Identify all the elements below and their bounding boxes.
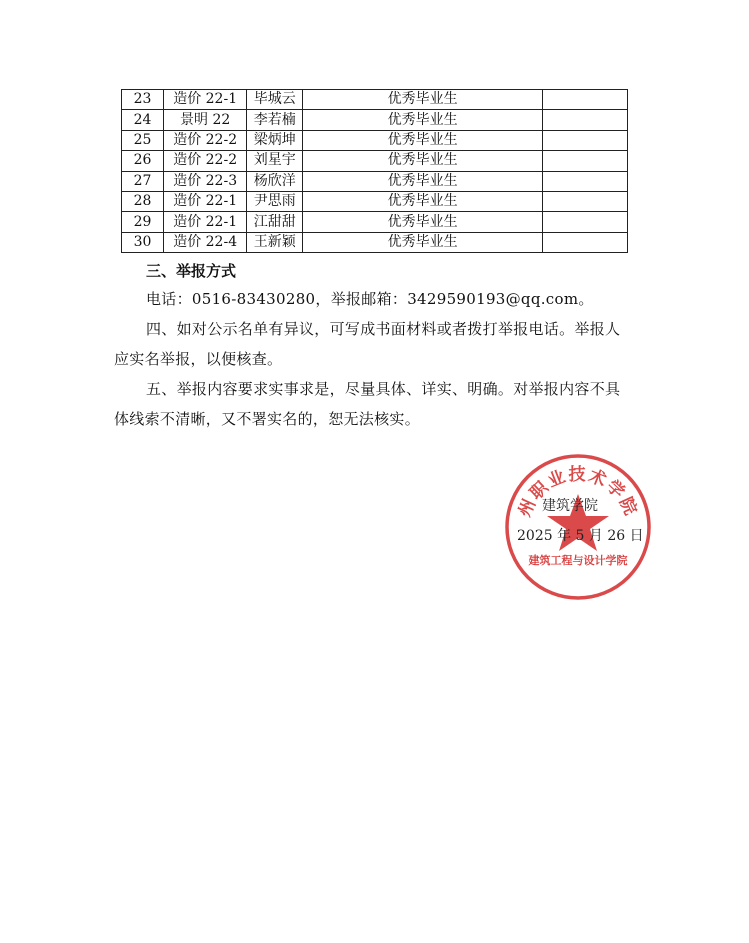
class-cell: 造价 22-2 xyxy=(164,151,247,171)
row-number-cell: 24 xyxy=(122,110,164,130)
row-number-cell: 29 xyxy=(122,212,164,232)
seal-outer-text: 州职业技术学院 xyxy=(514,465,642,520)
section-title-report-method: 三、举报方式 xyxy=(146,262,237,280)
table-row xyxy=(122,90,628,110)
student-name-cell: 李若楠 xyxy=(247,110,303,130)
student-name-cell: 王新颖 xyxy=(247,232,303,252)
student-name-cell: 刘星宇 xyxy=(247,151,303,171)
row-number-cell: 23 xyxy=(122,90,164,110)
row-number-cell: 27 xyxy=(122,171,164,191)
student-name-cell: 杨欣洋 xyxy=(247,171,303,191)
class-cell: 景明 22 xyxy=(164,110,247,130)
table-row xyxy=(122,110,628,130)
honor-cell: 优秀毕业生 xyxy=(303,171,542,191)
note-cell xyxy=(542,191,627,211)
roster-table xyxy=(121,89,628,253)
objection-paragraph: 四、如对公示名单有异议，可写成书面材料或者拨打举报电话。举报人应实名举报，以便核查。 xyxy=(114,320,621,368)
table-row xyxy=(122,232,628,252)
honor-cell: 优秀毕业生 xyxy=(303,90,542,110)
class-cell: 造价 22-2 xyxy=(164,130,247,150)
table-row xyxy=(122,130,628,150)
contact-paragraph: 电话：0516-83430280，举报邮箱：3429590193@qq.com。 xyxy=(146,290,594,308)
note-cell xyxy=(542,171,627,191)
row-number-cell: 26 xyxy=(122,151,164,171)
honor-cell: 优秀毕业生 xyxy=(303,191,542,211)
student-name-cell: 毕城云 xyxy=(247,90,303,110)
row-number-cell: 28 xyxy=(122,191,164,211)
table-row xyxy=(122,171,628,191)
note-cell xyxy=(542,232,627,252)
table-row xyxy=(122,212,628,232)
note-cell xyxy=(542,151,627,171)
note-cell xyxy=(542,212,627,232)
signature-department: 建筑学院 xyxy=(542,498,598,514)
class-cell: 造价 22-1 xyxy=(164,191,247,211)
class-cell: 造价 22-1 xyxy=(164,212,247,232)
honor-cell: 优秀毕业生 xyxy=(303,151,542,171)
row-number-cell: 25 xyxy=(122,130,164,150)
honor-cell: 优秀毕业生 xyxy=(303,110,542,130)
roster-body xyxy=(122,90,628,253)
note-cell xyxy=(542,90,627,110)
student-name-cell: 梁炳坤 xyxy=(247,130,303,150)
row-number-cell: 30 xyxy=(122,232,164,252)
note-cell xyxy=(542,130,627,150)
table-row xyxy=(122,151,628,171)
honor-cell: 优秀毕业生 xyxy=(303,232,542,252)
class-cell: 造价 22-1 xyxy=(164,90,247,110)
student-name-cell: 尹思雨 xyxy=(247,191,303,211)
honor-cell: 优秀毕业生 xyxy=(303,212,542,232)
seal-inner-text: 建筑工程与设计学院 xyxy=(528,554,628,567)
signature-date: 2025 年 5 月 26 日 xyxy=(517,528,644,544)
report-requirements-paragraph: 五、举报内容要求实事求是，尽量具体、详实、明确。对举报内容不具体线索不清晰，又不署实名的，恕无法核实。 xyxy=(114,380,621,428)
note-cell xyxy=(542,110,627,130)
class-cell: 造价 22-3 xyxy=(164,171,247,191)
class-cell: 造价 22-4 xyxy=(164,232,247,252)
honor-cell: 优秀毕业生 xyxy=(303,130,542,150)
student-name-cell: 江甜甜 xyxy=(247,212,303,232)
table-row xyxy=(122,191,628,211)
